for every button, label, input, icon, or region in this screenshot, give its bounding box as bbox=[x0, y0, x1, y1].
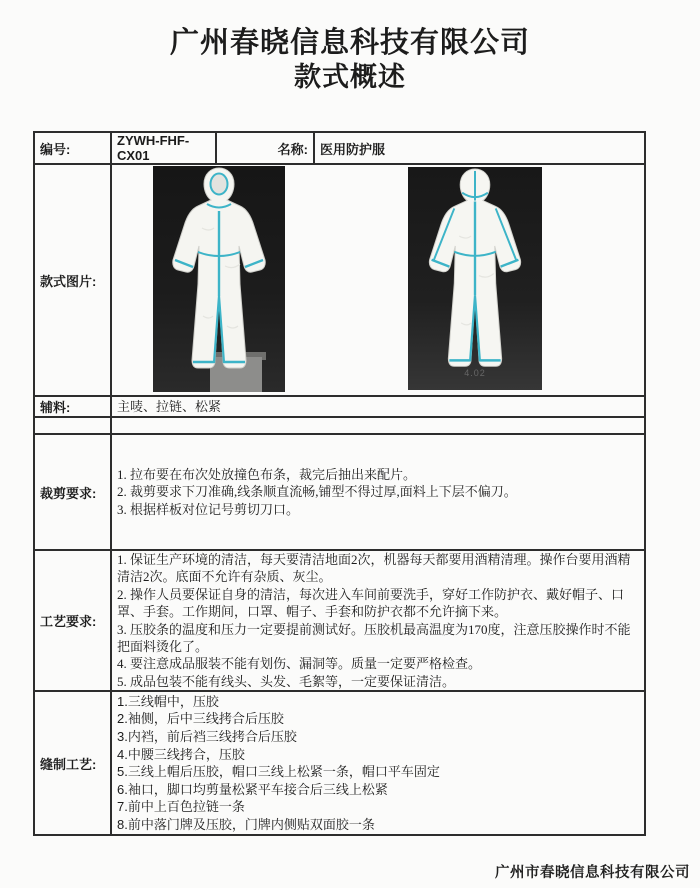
page-title: 广州春晓信息科技有限公司 bbox=[169, 27, 530, 59]
sewing-item: 7.前中上百色拉链一条 bbox=[117, 799, 245, 815]
cutting-label: 裁剪要求: bbox=[34, 434, 111, 550]
table-row-empty bbox=[34, 417, 645, 434]
accessories-value: 主唛、拉链、松紧 bbox=[111, 396, 645, 417]
process-item: 1. 保证生产环境的清洁，每天要清洁地面2次，机器每天都要用酒精清理。操作台要用酒精清洁2次。底面不允许有杂质、灰尘。 bbox=[117, 552, 631, 585]
protective-suit-back-illustration bbox=[408, 167, 542, 390]
cutting-item: 3. 根据样板对位记号剪切刀口。 bbox=[117, 501, 300, 517]
process-item: 2. 操作人员要保证自身的清洁，每次进入车间前要洗手，穿好工作防护衣、戴好帽子、口罩、手套。工作期间，口罩、帽子、手套和防护衣都不允许摘下来。 bbox=[117, 586, 625, 620]
process-label: 工艺要求: bbox=[34, 550, 111, 691]
process-item: 4. 要注意成品服装不能有划伤、漏洞等。质量一定要严格检查。 bbox=[117, 656, 482, 672]
sewing-item: 5.三线上帽后压胶，帽口三线上松紧一条，帽口平车固定 bbox=[117, 764, 440, 780]
table-row-sewing bbox=[34, 691, 645, 835]
sewing-item: 6.袖口，脚口均剪量松紧平车接合后三线上松紧 bbox=[117, 781, 388, 797]
sewing-item: 1.三线帽中，压胶 bbox=[117, 693, 219, 709]
cutting-item: 1. 拉布要在布次处放撞色布条，裁完后抽出来配片。 bbox=[117, 466, 417, 482]
protective-suit-front-illustration bbox=[153, 166, 285, 392]
process-item: 3. 压胶条的温度和压力一定要提前测试好。压胶机最高温度为170度，注意压胶操作时不能把面料烫化了。 bbox=[117, 621, 631, 655]
photos-cell bbox=[111, 164, 645, 396]
sewing-label: 缝制工艺: bbox=[34, 691, 111, 835]
sewing-item: 8.前中落门牌及压胶，门牌内侧贴双面胶一条 bbox=[117, 817, 375, 833]
sewing-item: 2.袖侧，后中三线拷合后压胶 bbox=[117, 711, 284, 727]
accessories-label: 辅料: bbox=[34, 396, 111, 417]
table-row-accessories bbox=[34, 396, 645, 417]
table-row-process bbox=[34, 550, 645, 691]
empty-label-cell bbox=[34, 417, 111, 434]
name-label: 名称: bbox=[216, 132, 314, 164]
back-view-photo bbox=[408, 167, 542, 390]
process-item: 5. 成品包装不能有线头、头发、毛絮等，一定要保证清洁。 bbox=[117, 673, 456, 689]
table-row-header bbox=[34, 132, 645, 164]
page-subtitle: 款式概述 bbox=[294, 62, 406, 92]
process-content bbox=[111, 550, 645, 691]
photo-watermark: 4.02 bbox=[464, 368, 486, 378]
number-label: 编号: bbox=[34, 132, 111, 164]
photos-label: 款式图片: bbox=[34, 164, 111, 396]
table-row-cutting bbox=[34, 434, 645, 550]
name-value: 医用防护服 bbox=[314, 132, 645, 164]
sewing-item: 4.中腰三线拷合，压胶 bbox=[117, 746, 245, 762]
front-view-photo bbox=[153, 166, 285, 392]
spec-table bbox=[33, 131, 646, 836]
cutting-content bbox=[111, 434, 645, 550]
table-row-photos bbox=[34, 164, 645, 396]
footer-company-name: 广州市春晓信息科技有限公司 bbox=[495, 865, 690, 881]
empty-value-cell bbox=[111, 417, 645, 434]
number-value: ZYWH-FHF-CX01 bbox=[111, 132, 216, 164]
sewing-item: 3.内裆，前后裆三线拷合后压胶 bbox=[117, 729, 297, 745]
cutting-item: 2. 裁剪要求下刀准确,线条顺直流畅,铺型不得过厚,面料上下层不偏刀。 bbox=[117, 484, 517, 500]
sewing-content bbox=[111, 691, 645, 835]
